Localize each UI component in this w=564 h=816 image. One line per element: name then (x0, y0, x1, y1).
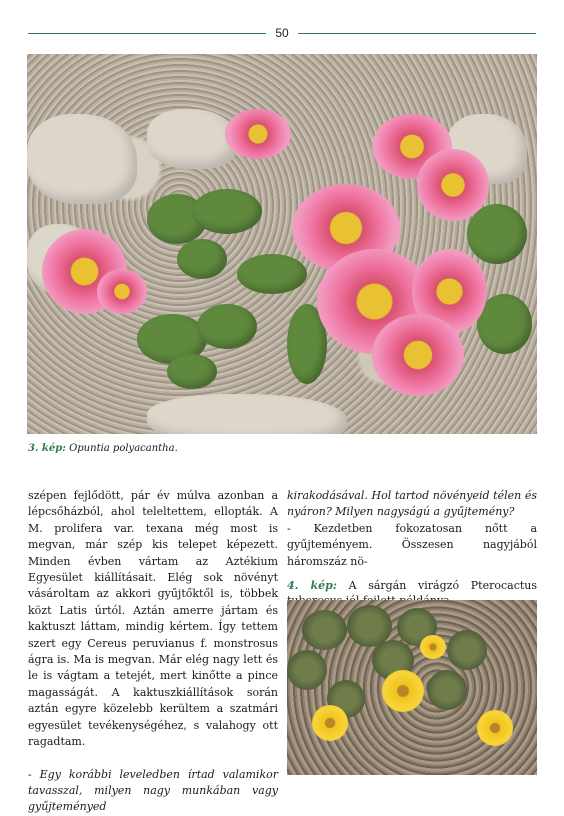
right-column (287, 488, 537, 608)
pink-flower (97, 269, 147, 314)
figure-3-caption (28, 443, 178, 454)
pink-flower (225, 109, 291, 159)
cactus-pad (467, 204, 527, 264)
yellow-flower (477, 710, 513, 746)
interview-question: - Egy korábbi leveledben írtad valamikor tavasszal, milyen nagy munkában vagy gyűjteményed (28, 767, 278, 814)
cactus-pad (167, 354, 217, 389)
rock (147, 394, 347, 434)
figure-3-text: Opuntia polyacantha. (65, 443, 178, 454)
cactus-pad (197, 304, 257, 349)
cactus-pad (192, 189, 262, 234)
interview-question-continued: kirakodásával. Hol tartod növényeid télen és nyáron? Milyen nagyságú a gyűjtemény? (287, 489, 537, 519)
yellow-flower (312, 705, 348, 741)
yellow-flower (420, 635, 446, 659)
page-number: 50 (275, 26, 289, 40)
yellow-flower (382, 670, 424, 712)
pterocactus-photo (287, 600, 537, 775)
interview-answer: - Kezdetben fokozatosan nőtt a gyűjteményem. Összesen nagyjából háromszáz nö- (287, 521, 537, 568)
figure-4-label: 4. kép: (287, 579, 337, 593)
body-paragraph: szépen fejlődött, pár év múlva azonban a lépcsőházból, ahol teleltettem, ellopták. A M. prolifera var. texana még most is megvan, már szép kis telepet képezett. Minden évben vártam az Aztékium Egyesület kiállításait. Elég sok növényt vásároltam az akkori gyűjtőktől is, többek közt Latis úrtól. Aztán amerre jártam és kaktuszt láttam, mindig kértem. Így tettem szert egy Cereus peruvianus f. monstrosus ágra is. Ma is megvan. Már elég nagy lett és le is vágtam a tetejét, mert kinőtte a pince magasságát. A kaktuszkiállítások során aztán egyre közelebb kerültem a szatmári egyesület tevékenységéhez, s valahogy ott ragadtam. (28, 489, 278, 749)
pink-flower (372, 314, 464, 396)
pink-flower (417, 149, 489, 221)
page-header (28, 26, 536, 40)
cactus-pad (237, 254, 307, 294)
left-column (28, 488, 278, 816)
cactus-ball (302, 610, 347, 650)
cactus-ball (287, 650, 327, 690)
rock (27, 114, 137, 204)
header-rule-right (298, 33, 536, 34)
cactus-ball (427, 670, 467, 710)
figure-4-text: A sárgán virágzó Pterocactus (348, 579, 538, 593)
rock (147, 109, 237, 169)
opuntia-photo (27, 54, 537, 434)
cactus-pad (177, 239, 227, 279)
figure-3-label: 3. kép: (28, 443, 66, 454)
cactus-ball (447, 630, 487, 670)
